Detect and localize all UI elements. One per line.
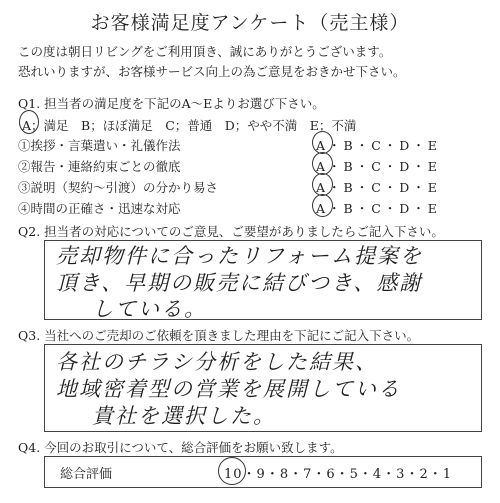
q3-answer-line-2: 地域密着型の営業を展開している xyxy=(56,377,401,401)
q2-question: Q2. 担当者の対応についてのご意見、ご要望がありましたらご記入下さい。 xyxy=(18,224,444,239)
q4-label: 総合評価 xyxy=(60,467,113,482)
q3-answer-line-3: 貴社を選択した。 xyxy=(92,404,276,428)
intro-line-1: この度は朝日リビングをご利用頂き、誠にありがとうございます。 xyxy=(18,44,392,59)
q1-item-3-selected-circle xyxy=(312,173,333,196)
q4-selected-circle xyxy=(218,457,246,485)
q3-question: Q3. 当社へのご売却のご依頼を頂きました理由を下記にご記入下さい。 xyxy=(18,328,420,343)
q1-item-1-label: ①挨拶・言葉遣い・礼儀作法 xyxy=(18,138,181,153)
q1-item-2-options[interactable]: A・B・C・D・E xyxy=(316,159,440,174)
q4-question: Q4. 今回のお取引について、総合評価をお願い致します。 xyxy=(18,440,343,455)
q2-answer-line-3: している。 xyxy=(92,297,207,321)
q1-item-1-options[interactable]: A・B・C・D・E xyxy=(316,138,440,153)
q1-question: Q1. 担当者の満足度を下記のA～Eよりお選び下さい。 xyxy=(18,96,325,111)
q1-item-1-selected-circle xyxy=(312,131,333,154)
q2-answer-line-2: 頂き、早期の販売に結びつき、感謝 xyxy=(56,271,423,295)
q1-item-4-options[interactable]: A・B・C・D・E xyxy=(316,201,440,216)
q1-item-2-label: ②報告・連絡約束ごとの徹底 xyxy=(18,159,181,174)
q2-answer-line-1: 売却物件に合ったリフォーム提案を xyxy=(56,244,423,268)
survey-title: お客様満足度アンケート（売主様） xyxy=(90,12,410,34)
intro-line-2: 恐れいりますが、お客様サービス向上の為ご意見をおきかせ下さい。 xyxy=(18,64,406,79)
q1-item-3-options[interactable]: A・B・C・D・E xyxy=(316,180,440,195)
q1-item-4-selected-circle xyxy=(312,194,333,217)
q1-scale: A；満足 B；ほぼ満足 C；普通 D；やや不満 E；不満 xyxy=(22,118,357,133)
q1-item-4-label: ④時間の正確さ・迅速な対応 xyxy=(18,201,181,216)
q1-item-3-label: ③説明（契約～引渡）の分かり易さ xyxy=(18,180,219,195)
q1-scale-a-circle xyxy=(19,110,39,134)
q4-rating-scale[interactable]: 10・9・8・7・6・5・4・3・2・1 xyxy=(224,467,452,482)
q3-answer-line-1: 各社のチラシ分析をした結果、 xyxy=(56,350,378,374)
q1-item-2-selected-circle xyxy=(312,152,333,175)
